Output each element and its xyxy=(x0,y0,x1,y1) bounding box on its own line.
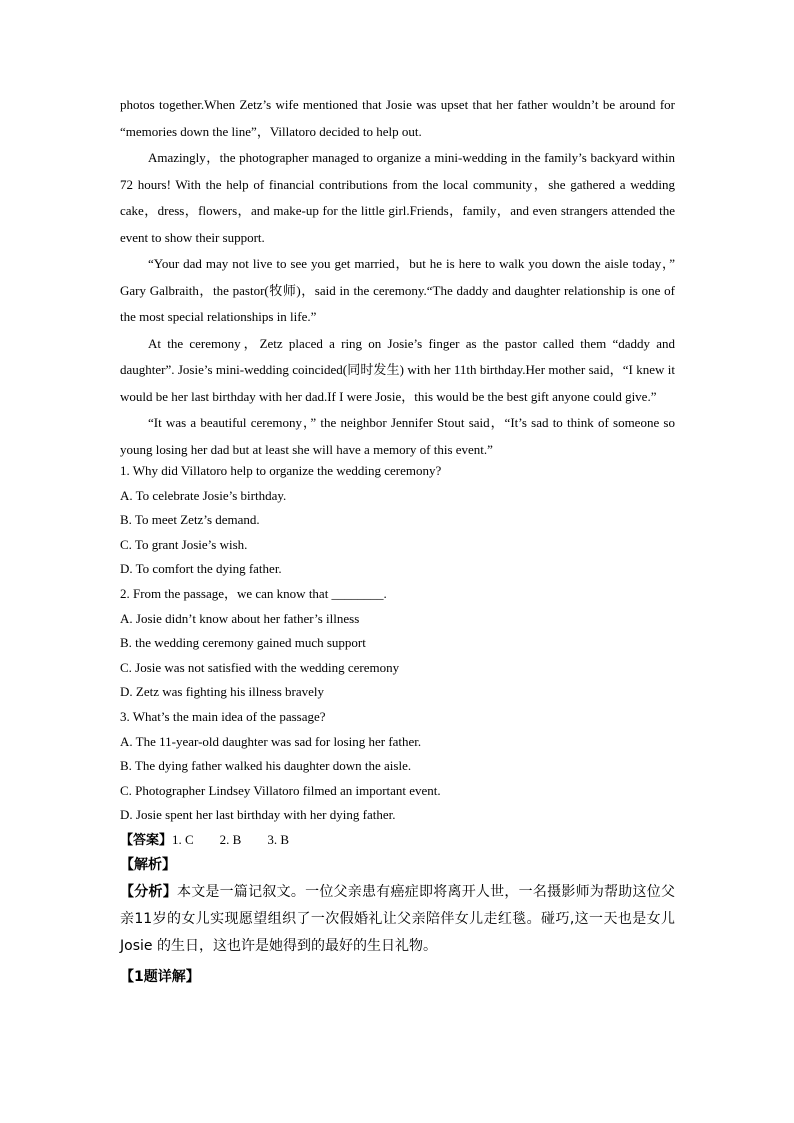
option-d: D. Zetz was fighting his illness bravely xyxy=(120,684,324,700)
analysis-heading: 【解析】 xyxy=(120,856,176,873)
option-b: B. the wedding ceremony gained much support xyxy=(120,635,366,651)
passage-paragraph-3: “Your dad may not live to see you get married，but he is here to walk you down the aisle today，” Gary Galbraith，the pastor(牧师)，said in the ceremony.“The daddy and daughter relationship is one of the most special relationships in life.” xyxy=(120,256,675,324)
answer-line xyxy=(120,828,675,852)
passage-paragraph-1: photos together.When Zetz’s wife mentioned that Josie was upset that her father wouldn’t be around for “memories down the line”，Villatoro decided to help out. xyxy=(120,97,675,139)
answer-label: 【答案】 xyxy=(120,831,173,847)
passage-paragraph-2: Amazingly，the photographer managed to organize a mini-wedding in the family’s backyard within 72 hours! With the help of financial contributions from the local community，she gathered a wedding cake，dress，flowers，and make-up for the little girl.Friends，family，and even strangers attended the event to show their support. xyxy=(120,150,675,245)
question-2 xyxy=(120,582,675,705)
questions xyxy=(120,459,675,828)
option-c: C. Josie was not satisfied with the wedding ceremony xyxy=(120,659,400,675)
option-d: D. To comfort the dying father. xyxy=(120,561,282,577)
question-stem: 2. From the passage，we can know that ________. xyxy=(120,585,387,601)
document-page xyxy=(120,92,675,991)
question-stem: 1. Why did Villatoro help to organize the wedding ceremony? xyxy=(120,463,442,478)
analysis-text: 本文是一篇记叙文。一位父亲患有癌症即将离开人世，一名摄影师为帮助这位父亲11岁的女儿实现愿望组织了一次假婚礼让父亲陪伴女儿走红毯。碰巧,这一天也是女儿 Josie 的生日，这也许是她得到的最好的生日礼物。 xyxy=(120,883,676,954)
option-a: A. Josie didn’t know about her father’s illness xyxy=(120,610,360,626)
question-3 xyxy=(120,705,675,828)
question-stem: 3. What’s the main idea of the passage? xyxy=(120,708,326,724)
passage xyxy=(120,92,675,463)
option-b: B. The dying father walked his daughter down the aisle. xyxy=(120,758,412,774)
option-d: D. Josie spent her last birthday with her dying father. xyxy=(120,807,396,823)
option-a: A. To celebrate Josie’s birthday. xyxy=(120,487,287,503)
option-b: B. To meet Zetz’s demand. xyxy=(120,512,260,528)
passage-paragraph-4: At the ceremony，Zetz placed a ring on Josie’s finger as the pastor called them “daddy and daughter”. Josie’s mini-wedding coincided(同时发生) with her 11th birthday.Her mother said，“I knew it would be her last birthday with her dad.If I were Josie，this would be the best gift anyone could give.” xyxy=(120,335,675,404)
passage-paragraph-5: “It was a beautiful ceremony，” the neighbor Jennifer Stout said，“It’s sad to think of someone so young losing her dad but at least she will have a memory of this event.” xyxy=(120,415,675,457)
answer-text: 1. C 2. B 3. B xyxy=(172,831,290,847)
analysis-label: 【分析】 xyxy=(120,883,177,900)
question-1 xyxy=(120,459,675,582)
analysis-paragraph xyxy=(120,879,675,960)
option-a: A. The 11-year-old daughter was sad for losing her father. xyxy=(120,733,422,749)
option-c: C. Photographer Lindsey Villatoro filmed an important event. xyxy=(120,782,441,798)
option-c: C. To grant Josie’s wish. xyxy=(120,536,248,552)
detail-heading: 【1题详解】 xyxy=(120,968,200,985)
